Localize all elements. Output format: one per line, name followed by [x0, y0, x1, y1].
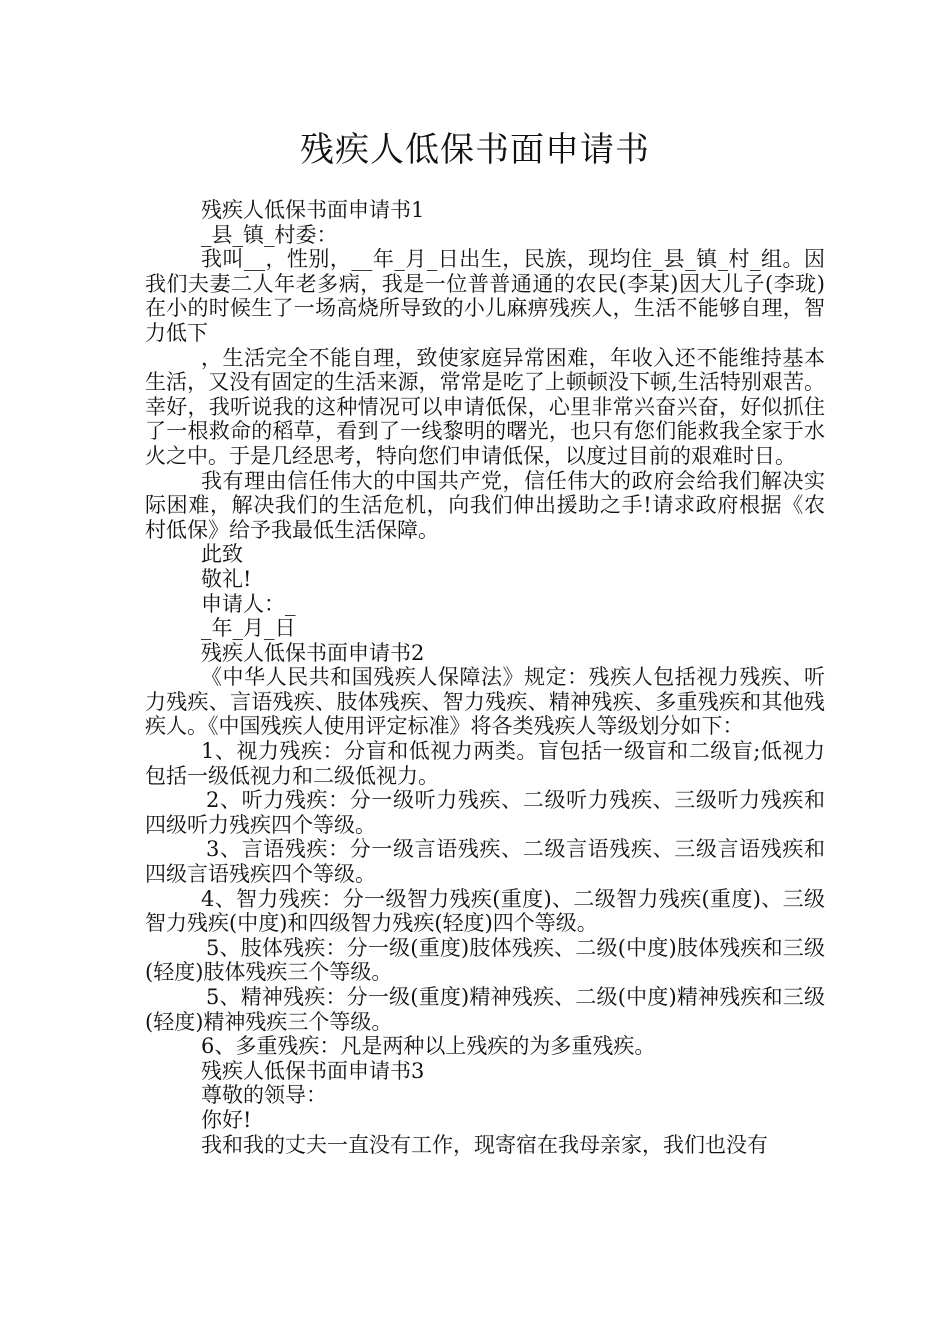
greeting-line: 你好!: [201, 1107, 252, 1132]
section-heading-3: 残疾人低保书面申请书3: [201, 1058, 425, 1083]
salutation-line: _县_镇_村委：: [201, 222, 338, 247]
section-heading-1: 残疾人低保书面申请书1: [201, 198, 425, 222]
list-item-visual: 1、视力残疾：分盲和低视力两类。盲包括一级盲和二级盲;低视力包括一级低视力和二级低视力。: [145, 739, 825, 788]
document-title: 残疾人低保书面申请书: [300, 130, 650, 170]
list-item-multiple: 6、多重残疾：凡是两种以上残疾的为多重残疾。: [201, 1034, 656, 1059]
list-item-mental: 5、精神残疾：分一级(重度)精神残疾、二级(中度)精神残疾和三级(轻度)精神残疾三个等级。: [145, 985, 825, 1034]
paragraph-law-intro: 《中华人民共和国残疾人保障法》规定：残疾人包括视力残疾、听力残疾、言语残疾、肢体残疾、智力残疾、精神残疾、多重残疾和其他残疾人。《中国残疾人使用评定标准》将各类残疾人等级划分如下：: [145, 665, 825, 739]
closing-line-1: 此致: [201, 542, 243, 567]
salutation-leader: 尊敬的领导：: [201, 1083, 327, 1108]
section-heading-2: 残疾人低保书面申请书2: [201, 640, 425, 665]
paragraph-section3-start: 我和我的丈夫一直没有工作，现寄宿在我母亲家，我们也没有: [201, 1132, 768, 1157]
list-item-physical: 5、肢体残疾：分一级(重度)肢体残疾、二级(中度)肢体残疾和三级(轻度)肢体残疾三个等级。: [145, 935, 825, 985]
date-line: _年_月_日: [201, 616, 296, 641]
closing-line-2: 敬礼!: [201, 566, 252, 591]
applicant-signature-line: 申请人：_: [201, 591, 296, 616]
document-body: [145, 198, 825, 1157]
list-item-hearing: 2、听力残疾：分一级听力残疾、二级听力残疾、三级听力残疾和四级听力残疾四个等级。: [145, 788, 825, 837]
paragraph-request: 我有理由信任伟大的中国共产党，信任伟大的政府会给我们解决实际困难，解决我们的生活危机，向我们伸出援助之手!请求政府根据《农村低保》给予我最低生活保障。: [145, 468, 825, 542]
list-item-intellectual: 4、智力残疾：分一级智力残疾(重度)、二级智力残疾(重度)、三级智力残疾(中度)和四级智力残疾(轻度)四个等级。: [145, 886, 825, 936]
paragraph-hardship: ，生活完全不能自理，致使家庭异常困难，年收入还不能维持基本生活，又没有固定的生活来源，常常是吃了上顿顿没下顿,生活特别艰苦。幸好，我听说我的这种情况可以申请低保，心里非常兴奋兴奋，好似抓住了一根救命的稻草，看到了一线黎明的曙光，也只有您们能救我全家于水火之中。于是几经思考，特向您们申请低保，以度过目前的艰难时日。: [145, 345, 825, 468]
list-item-speech: 3、言语残疾：分一级言语残疾、二级言语残疾、三级言语残疾和四级言语残疾四个等级。: [145, 837, 825, 887]
paragraph-applicant-info: 我叫__，性别，__年_月_日出生，民族，现均住_县_镇_村_组。因我们夫妻二人年老多病，我是一位普普通通的农民(李某)因大儿子(李珑)在小的时候生了一场高烧所导致的小儿麻痹残疾人，生活不能够自理，智力低下: [145, 247, 825, 345]
